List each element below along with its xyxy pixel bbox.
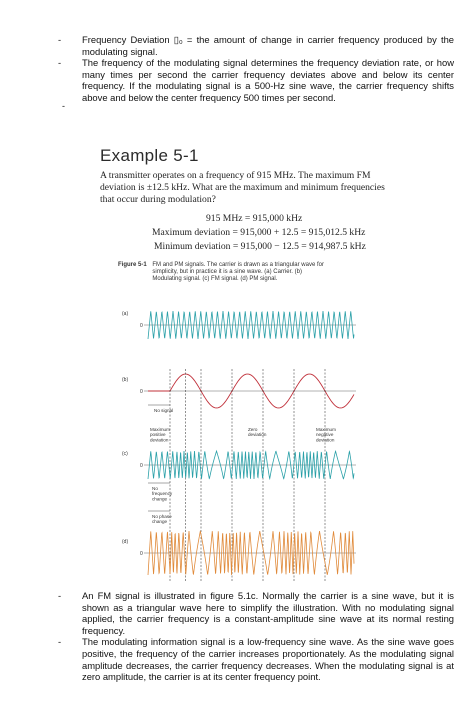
- figure-caption-text: FM and PM signals. The carrier is drawn as a triangular wave for simplicity, but in practice it is a sine wave. (a) Carrier. (b) Modulating signal. (c) FM signal. (d) PM signal.: [152, 262, 324, 282]
- fm-pm-diagram: [118, 283, 368, 593]
- panel-b-zero-label: 0: [140, 389, 143, 395]
- calc-line-maximum: Maximum deviation = 915,000 + 12.5 = 915,012.5 kHz: [152, 227, 366, 238]
- bullet-text: The frequency of the modulating signal determines the frequency deviation rate, or how many times per second the carrier frequency deviates above and below its center frequency. If the modulating signal is a 500-Hz sine wave, the carrier frequency shifts above and below the center frequency 500 times per second.: [82, 57, 454, 103]
- stray-dash: -: [62, 101, 65, 111]
- panel-c-label: (c): [122, 451, 128, 457]
- bullet-modulating-signal: [58, 636, 454, 682]
- example-calculation: [100, 212, 392, 254]
- bullet-text: Frequency Deviation ▯₀ = the amount of change in carrier frequency produced by the modulating signal.: [82, 34, 454, 57]
- example-title: Example 5-1: [100, 146, 199, 165]
- figure-5-1: [118, 262, 368, 598]
- example-problem-text: A transmitter operates on a frequency of 915 MHz. The maximum FM deviation is ±12.5 kHz. What are the maximum and minimum frequencies that occur during modulation?: [100, 170, 385, 205]
- max-negative-deviation-label: Maximum negative deviation: [316, 427, 336, 443]
- panel-a-label: (a): [122, 311, 129, 317]
- bullet-dash: -: [58, 590, 62, 601]
- bottom-bullet-list: [58, 590, 454, 683]
- panel-d-label: (d): [122, 539, 129, 545]
- zero-deviation-label: Zero deviation: [248, 427, 267, 438]
- panel-b-label: (b): [122, 377, 129, 383]
- bullet-dash: -: [58, 57, 62, 69]
- panel-a-zero-label: 0: [140, 323, 143, 329]
- example-box: [100, 146, 392, 254]
- panel-d-zero-label: 0: [140, 551, 143, 557]
- bullet-frequency-deviation: [58, 34, 454, 57]
- calc-line-conversion: 915 MHz = 915,000 kHz: [206, 213, 303, 224]
- bullet-text: The modulating information signal is a low-frequency sine wave. As the sine wave goes positive, the frequency of the carrier increases proportionately. As the modulating signal amplitude decreases, the carrier frequency decreases. When the modulating signal is at zero amplitude, the carrier is at its center frequency point.: [82, 636, 454, 683]
- panel-c-zero-label: 0: [140, 463, 143, 469]
- calc-line-minimum: Minimum deviation = 915,000 − 12.5 = 914,987.5 kHz: [154, 241, 366, 252]
- bullet-dash: -: [58, 636, 62, 648]
- bullet-dash: -: [58, 34, 62, 45]
- figure-label: Figure 5-1: [118, 262, 147, 268]
- top-bullet-list: [58, 34, 454, 104]
- bullet-fm-signal: [58, 590, 454, 636]
- no-signal-label: No signal: [154, 408, 174, 413]
- no-frequency-change-label: No frequency change: [152, 486, 173, 502]
- max-positive-deviation-label: Maximum positive deviation: [150, 427, 170, 443]
- bullet-text: An FM signal is illustrated in figure 5.1c. Normally the carrier is a sine wave, but it is shown as a triangular wave here to simplify the illustration. With no modulating signal applied, the carrier frequency is a constant-amplitude sine wave at its normal resting frequency.: [82, 590, 454, 636]
- bullet-deviation-rate: [58, 57, 454, 103]
- no-phase-change-label: No phase change: [152, 514, 172, 525]
- figure-caption: [118, 262, 368, 283]
